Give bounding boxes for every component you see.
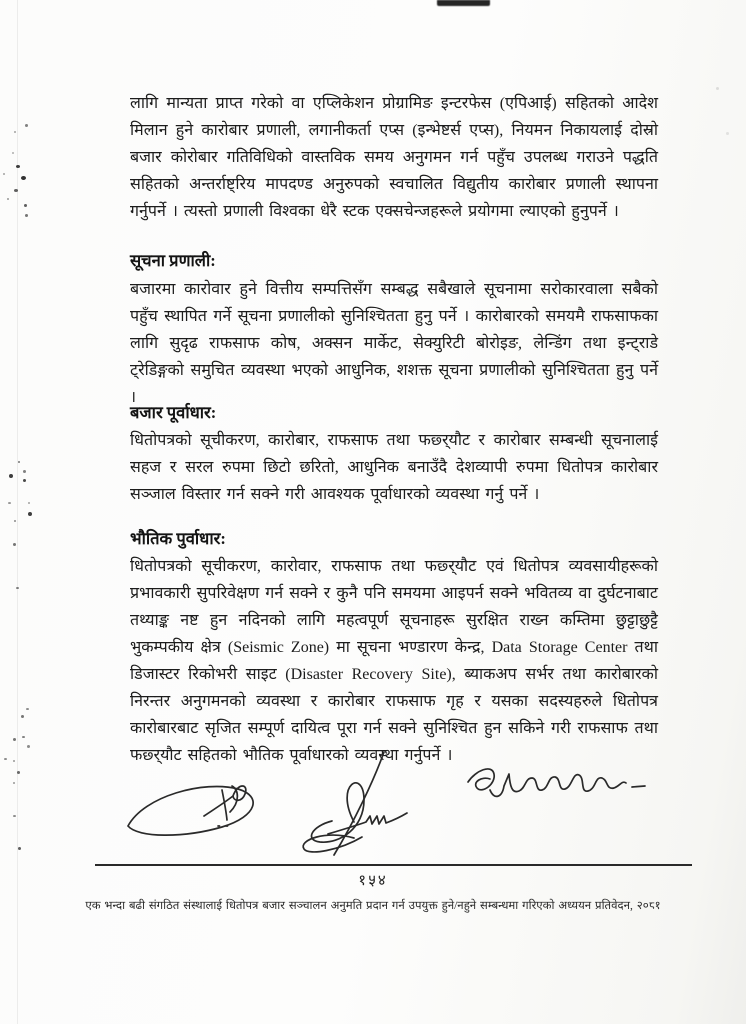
scan-speckle (25, 124, 28, 127)
section-heading-information-system: सूचना प्रणाली: (130, 251, 216, 270)
scan-speckle (13, 815, 16, 817)
scan-speckle (16, 165, 20, 168)
section-body-market-infrastructure: धितोपत्रको सूचीकरण, कारोबार, राफसाफ तथा फछ्र्यौट र कारोबार सम्बन्धी सूचनालाई सहज र सरल रुपमा छिटो छरितो, आधुनिक बनाउँदै देशव्यापी रुपमा धितोपत्र कारोबार सञ्जाल विस्तार गर्न सक्ने गरी आवश्यक पूर्वाधारको व्यवस्था गर्नु पर्ने । (130, 432, 658, 503)
scan-speckle (23, 470, 26, 473)
scan-speckle (13, 760, 15, 762)
scan-speckle (18, 461, 20, 463)
signature-left (126, 774, 272, 846)
signature-middle (292, 750, 410, 858)
scan-speckle (14, 520, 16, 522)
scan-speckle (13, 738, 16, 741)
scan-speckle (28, 502, 30, 504)
scan-speckle (21, 176, 26, 180)
scan-speckle (16, 587, 19, 589)
scan-speckle (22, 736, 25, 738)
scan-speckle (18, 847, 21, 850)
scan-speckle (13, 543, 16, 546)
scan-speckle (27, 745, 30, 748)
scan-speckle (24, 204, 27, 207)
scan-speckle (7, 198, 9, 200)
section-heading-market-infrastructure: बजार पूर्वाधार: (130, 403, 217, 422)
scan-speckle (13, 782, 15, 784)
scan-speckle (14, 189, 18, 192)
section-body-physical-infrastructure: धितोपत्रको सूचीकरण, कारोवार, राफसाफ तथा फछ्र्यौट एवं धितोपत्र व्यवसायीहरूको प्रभावकारी सुपरिवेक्षण गर्न सक्ने र कुनै पनि समयमा आइपर्न सक्ने भवितव्य वा दुर्घटनाबाट तथ्याङ्क नष्ट हुन नदिनको लागि महत्वपूर्ण सूचनाहरू सुरक्षित राख्न कम्तिमा छुट्टाछुट्टै भुकम्पकीय क्षेत्र (Seismic Zone) मा सूचना भण्डारण केन्द्र, Data Storage Center तथा डिजास्टर रिकोभरी साइट (Disaster Recovery Site), ब्याकअप सर्भर तथा कारोबारको निरन्तर अनुगमनको व्यवस्था र कारोबार राफसाफ गृह र यसका सदस्यहरुले धितोपत्र कारोबारबाट सृजित सम्पूर्ण दायित्व पूरा गर्न सक्ने सुनिश्चित हुन सकिने गरी राफसाफ तथा फछ्र्यौट सहितको भौतिक पूर्वाधारको व्यवस्था गर्नुपर्ने । (130, 558, 658, 764)
section-body-information-system: बजारमा कारोवार हुने वित्तीय सम्पत्तिसँग सम्बद्ध सबैखाले सूचनामा सरोकारवाला सबैको पहुँच स्थापित गर्ने सूचना प्रणालीको सुनिश्चितता हुनु पर्ने । कारोबारको समयमै राफसाफका लागि सुदृढ राफसाफ कोष, अक्सन मार्केट, सेक्युरिटी बोरोइङ, लेन्डिंग तथा इन्ट्राडे ट्रेडिङ्गको समुचित व्यवस्था भएको आधुनिक, शशक्त सूचना प्रणालीको सुनिश्चितता हुनु पर्ने । (130, 281, 658, 406)
scan-speckle (716, 87, 719, 90)
intro-paragraph: लागि मान्यता प्राप्त गरेको वा एप्लिकेशन प्रोग्रामिङ इन्टरफेस (एपिआई) सहितको आदेश मिलान हुने कारोबार प्रणाली, लगानीकर्ता एप्स (इन्भेष्टर्स एप्स), नियमन निकायलाई दोस्रो बजार कोरोबार गतिविधिको वास्तविक समय अनुगमन गर्न पहुँच उपलब्ध गराउने पद्धति सहितको अन्तर्राष्ट्रिय मापदण्ड अनुरुपको स्वचालित विद्युतीय कारोबार प्रणाली स्थापना गर्नुपर्ने । त्यस्तो प्रणाली विश्वका धेरै स्टक एक्सचेन्जहरूले प्रयोगमा ल्याएको हुनुपर्ने । (130, 95, 658, 220)
scan-speckle (12, 152, 14, 154)
scan-speckle (726, 132, 729, 135)
scan-speckle (21, 715, 24, 718)
scan-speckle (3, 173, 5, 175)
scan-speckle (23, 479, 26, 482)
footer-text: एक भन्दा बढी संगठित संस्थालाई धितोपत्र बजार सञ्चालन अनुमति प्रदान गर्न उपयुक्त हुने/नहुने सम्बन्धमा गरिएको अध्ययन प्रतिवेदन, २०८१ (85, 900, 661, 912)
scan-speckle (8, 502, 11, 504)
section-heading-physical-infrastructure: भौतिक पुर्वाधार: (130, 529, 226, 548)
scan-speckle (26, 708, 29, 710)
page-number: १५४ (358, 873, 388, 889)
scan-speckle (14, 131, 16, 133)
scan-speckle (28, 512, 32, 516)
scan-speckle (9, 474, 13, 478)
scan-speckle (4, 758, 7, 760)
scan-speckle (25, 214, 28, 217)
scan-speckle (17, 771, 20, 774)
footer-divider (95, 864, 692, 866)
scan-artifact-bar (437, 0, 490, 6)
signature-right (466, 762, 648, 820)
